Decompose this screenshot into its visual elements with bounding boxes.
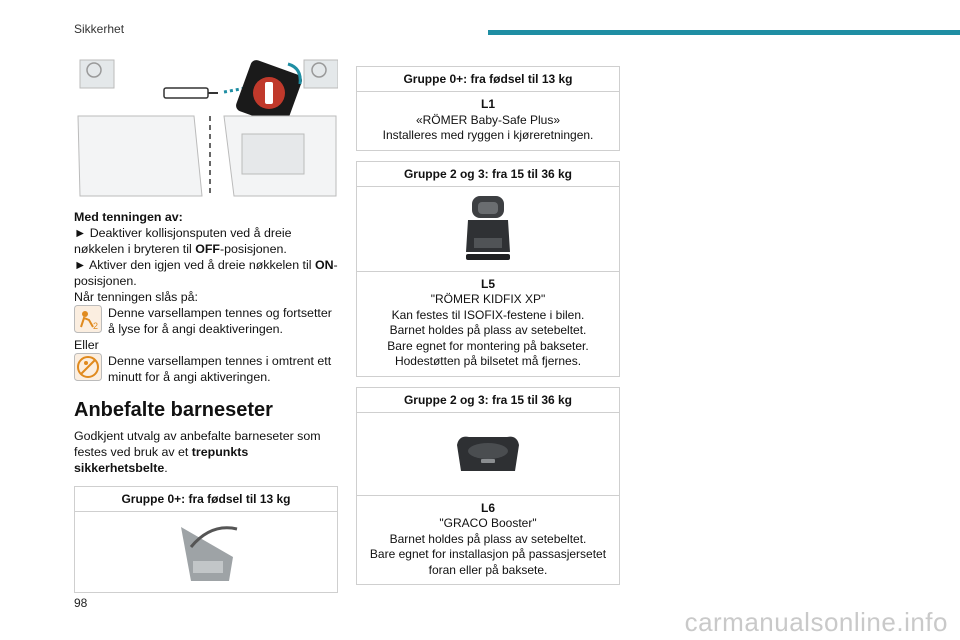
dashboard-drawing bbox=[74, 56, 338, 201]
step-deactivate bbox=[74, 225, 338, 257]
watermark: carmanualsonline.info bbox=[684, 607, 948, 637]
airbag-switch-illustration bbox=[74, 56, 338, 201]
recommended-seats-heading: Anbefalte barneseter bbox=[74, 399, 273, 421]
when-on-text: Når tenningen slås på: bbox=[74, 290, 198, 304]
warning-lamp-1-text: Denne varsellampen tennes og fortsetter å lyse for å angi deaktiveringen. bbox=[108, 306, 332, 336]
seat-name: "GRACO Booster" bbox=[439, 516, 537, 530]
seat-code: L6 bbox=[480, 500, 495, 515]
left-column bbox=[74, 56, 338, 593]
off-label: OFF bbox=[195, 242, 220, 256]
seat-table-l1 bbox=[356, 66, 620, 151]
airbag-on-warning-icon bbox=[74, 353, 102, 381]
booster-seat-picture bbox=[453, 431, 523, 477]
seat-note: Barnet holdes på plass av setebeltet. bbox=[389, 323, 587, 337]
table-header: Gruppe 2 og 3: fra 15 til 36 kg bbox=[357, 162, 619, 187]
or-text: Eller bbox=[74, 338, 99, 352]
step2-suffix: -posisjonen. bbox=[74, 258, 338, 288]
instructions bbox=[74, 209, 338, 385]
baby-seat-image bbox=[75, 512, 337, 592]
warning-lamp-2-text: Denne varsellampen tennes i omtrent ett minutt for å angi aktiveringen. bbox=[108, 354, 332, 384]
intro-suffix: . bbox=[164, 461, 168, 475]
seat-l6-description bbox=[357, 496, 619, 585]
kidfix-seat-picture bbox=[460, 194, 516, 264]
seat-l1-description bbox=[357, 92, 619, 150]
step1-text: ► Deaktiver kollisjonsputen ved å dreie nøkkelen i bryteren til bbox=[74, 226, 292, 256]
seat-table-l5 bbox=[356, 161, 620, 377]
seat-table-group0-left bbox=[74, 486, 338, 593]
table-header: Gruppe 0+: fra fødsel til 13 kg bbox=[357, 67, 619, 92]
table-header: Gruppe 2 og 3: fra 15 til 36 kg bbox=[357, 388, 619, 413]
intro-text: Godkjent utvalg av anbefalte barneseter som festes ved bruk av et bbox=[74, 429, 321, 459]
on-label: ON bbox=[314, 258, 334, 272]
step2-text: ► Aktiver den igjen ved å dreie nøkkelen til bbox=[74, 258, 315, 272]
svg-text:2: 2 bbox=[93, 321, 99, 331]
section-title: Sikkerhet bbox=[74, 22, 125, 36]
right-column bbox=[356, 66, 620, 595]
seat-table-l6 bbox=[356, 387, 620, 586]
seat-note: Installeres med ryggen i kjøreretningen. bbox=[382, 128, 594, 142]
seat-name: "RÖMER KIDFIX XP" bbox=[430, 292, 546, 306]
belt-type: trepunkts sikkerhetsbelte bbox=[74, 445, 249, 475]
intro-heading: Med tenningen av: bbox=[74, 210, 183, 224]
booster-image bbox=[357, 413, 619, 496]
recommended-seats-intro bbox=[74, 428, 338, 476]
seat-name: «RÖMER Baby-Safe Plus» bbox=[415, 112, 561, 127]
kidfix-image bbox=[357, 187, 619, 272]
table-header: Gruppe 0+: fra fødsel til 13 kg bbox=[75, 487, 337, 512]
step-activate bbox=[74, 257, 338, 289]
baby-seat-picture bbox=[171, 517, 241, 587]
warning-lamp-1-row bbox=[74, 305, 338, 337]
seat-note: Hodestøtten på bilsetet må fjernes. bbox=[394, 354, 582, 368]
page-number: 98 bbox=[74, 596, 88, 610]
seat-l5-description bbox=[357, 272, 619, 376]
seat-note: Barnet holdes på plass av setebeltet. bbox=[389, 531, 587, 546]
airbag-off-warning-icon bbox=[74, 305, 102, 333]
intro-paragraph bbox=[74, 428, 338, 476]
seat-note: Bare egnet for montering på bakseter. bbox=[387, 338, 589, 353]
header-accent-bar bbox=[488, 30, 960, 35]
seat-note: Kan festes til ISOFIX-festene i bilen. bbox=[391, 307, 585, 322]
seat-note: Bare egnet for installasjon på passasjersetet foran eller på baksete. bbox=[369, 547, 607, 577]
seat-code: L5 bbox=[480, 276, 495, 291]
warning-lamp-2-row bbox=[74, 353, 338, 385]
seat-code: L1 bbox=[480, 97, 495, 111]
step1-suffix: -posisjonen. bbox=[219, 242, 287, 256]
